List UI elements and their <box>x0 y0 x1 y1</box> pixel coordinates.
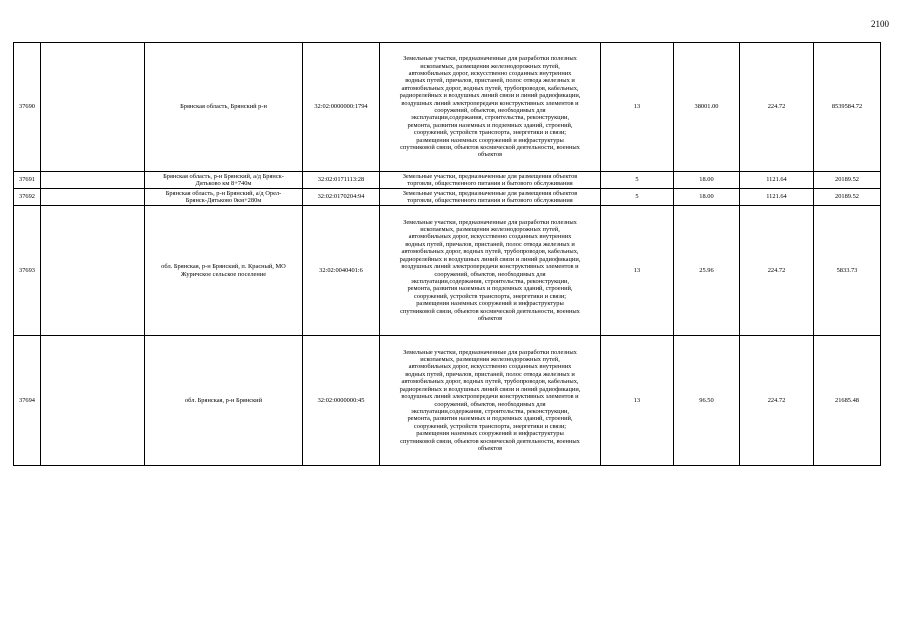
group-code-cell: 5 <box>601 172 674 189</box>
land-purpose-cell: Земельные участки, предназначенные для разработки полезных ископаемых, размещения железнодорожных путей, автомобильных дорог, искусственно созданных внутренних водных путей, причалов, пристаней, полос отвода железных и автомобильных дорог, водных путей, трубопроводов, кабельных, радиорелейных и воздушных линий связи и линий радиофикации, воздушных линий электропередачи конструктивных элементов и сооружений, объектов, необходимых для эксплуатации,содержания, строительства, реконструкции, ремонта, развития наземных и подземных зданий, строений, сооружений, устройств транспорта, энергетики и связи; размещения наземных сооружений и инфраструктуры спутниковой связи, объектов космической деятельности, военных объектов <box>380 206 601 336</box>
page-number: 2100 <box>871 19 889 29</box>
row-number: 37693 <box>14 206 41 336</box>
specific-value-cell: 224.72 <box>740 206 814 336</box>
cadastral-value-cell: 21685.48 <box>814 336 881 466</box>
specific-value-cell: 1121.64 <box>740 189 814 206</box>
cadastral-number-cell: 32:02:0000000:45 <box>303 336 380 466</box>
table-row <box>14 172 881 189</box>
area-cell: 18.00 <box>674 172 740 189</box>
land-purpose-cell: Земельные участки, предназначенные для разработки полезных ископаемых, размещения железнодорожных путей, автомобильных дорог, искусственно созданных внутренних водных путей, причалов, пристаней, полос отвода железных и автомобильных дорог, водных путей, трубопроводов, кабельных, радиорелейных и воздушных линий связи и линий радиофикации, воздушных линий электропередачи конструктивных элементов и сооружений, объектов, необходимых для эксплуатации,содержания, строительства, реконструкции, ремонта, развития наземных и подземных зданий, строений, сооружений, устройств транспорта, энергетики и связи; размещения наземных сооружений и инфраструктуры спутниковой связи, объектов космической деятельности, военных объектов <box>380 336 601 466</box>
blank-cell <box>41 206 145 336</box>
row-number: 37692 <box>14 189 41 206</box>
land-purpose-cell: Земельные участки, предназначенные для размещения объектов торговли, общественного питания и бытового обслуживания <box>380 189 601 206</box>
group-code-cell: 13 <box>601 206 674 336</box>
address-cell: Брянская область, р-н Брянский, а/д Орел- Брянск-Дятьково 0км+280м <box>145 189 303 206</box>
cadastral-number-cell: 32:02:0170204:94 <box>303 189 380 206</box>
blank-cell <box>41 336 145 466</box>
area-cell: 38001.00 <box>674 43 740 172</box>
row-number: 37691 <box>14 172 41 189</box>
blank-cell <box>41 43 145 172</box>
table-row <box>14 189 881 206</box>
specific-value-cell: 224.72 <box>740 336 814 466</box>
cadastral-number-cell: 32:02:0171113:28 <box>303 172 380 189</box>
blank-cell <box>41 189 145 206</box>
specific-value-cell: 224.72 <box>740 43 814 172</box>
address-cell: Брянская область, р-н Брянский, а/д Брянск- Дятьково км 8+740м <box>145 172 303 189</box>
cadastral-number-cell: 32:02:0040401:6 <box>303 206 380 336</box>
cadastral-number-cell: 32:02:0000000:1794 <box>303 43 380 172</box>
blank-cell <box>41 172 145 189</box>
cadastral-value-cell: 8539584.72 <box>814 43 881 172</box>
area-cell: 18.00 <box>674 189 740 206</box>
cadastral-value-cell: 20189.52 <box>814 189 881 206</box>
table-row <box>14 43 881 172</box>
table-row <box>14 206 881 336</box>
row-number: 37694 <box>14 336 41 466</box>
area-cell: 96.50 <box>674 336 740 466</box>
area-cell: 25.96 <box>674 206 740 336</box>
cadastral-value-cell: 20189.52 <box>814 172 881 189</box>
address-cell: обл. Брянская, р-н Брянский, п. Красный, МО Журичское сельское поселение <box>145 206 303 336</box>
row-number: 37690 <box>14 43 41 172</box>
group-code-cell: 13 <box>601 43 674 172</box>
address-cell: Брянская область, Брянский р-н <box>145 43 303 172</box>
land-purpose-cell: Земельные участки, предназначенные для размещения объектов торговли, общественного питания и бытового обслуживания <box>380 172 601 189</box>
specific-value-cell: 1121.64 <box>740 172 814 189</box>
group-code-cell: 5 <box>601 189 674 206</box>
table-row <box>14 336 881 466</box>
cadastral-value-cell: 5833.73 <box>814 206 881 336</box>
land-purpose-cell: Земельные участки, предназначенные для разработки полезных ископаемых, размещения железнодорожных путей, автомобильных дорог, искусственно созданных внутренних водных путей, причалов, пристаней, полос отвода железных и автомобильных дорог, водных путей, трубопроводов, кабельных, радиорелейных и воздушных линий связи и линий радиофикации, воздушных линий электропередачи конструктивных элементов и сооружений, объектов, необходимых для эксплуатации,содержания, строительства, реконструкции, ремонта, развития наземных и подземных зданий, строений, сооружений, устройств транспорта, энергетики и связи; размещения наземных сооружений и инфраструктуры спутниковой связи, объектов космической деятельности, военных объектов <box>380 43 601 172</box>
group-code-cell: 13 <box>601 336 674 466</box>
land-registry-table <box>13 42 881 466</box>
address-cell: обл. Брянская, р-н Брянский <box>145 336 303 466</box>
